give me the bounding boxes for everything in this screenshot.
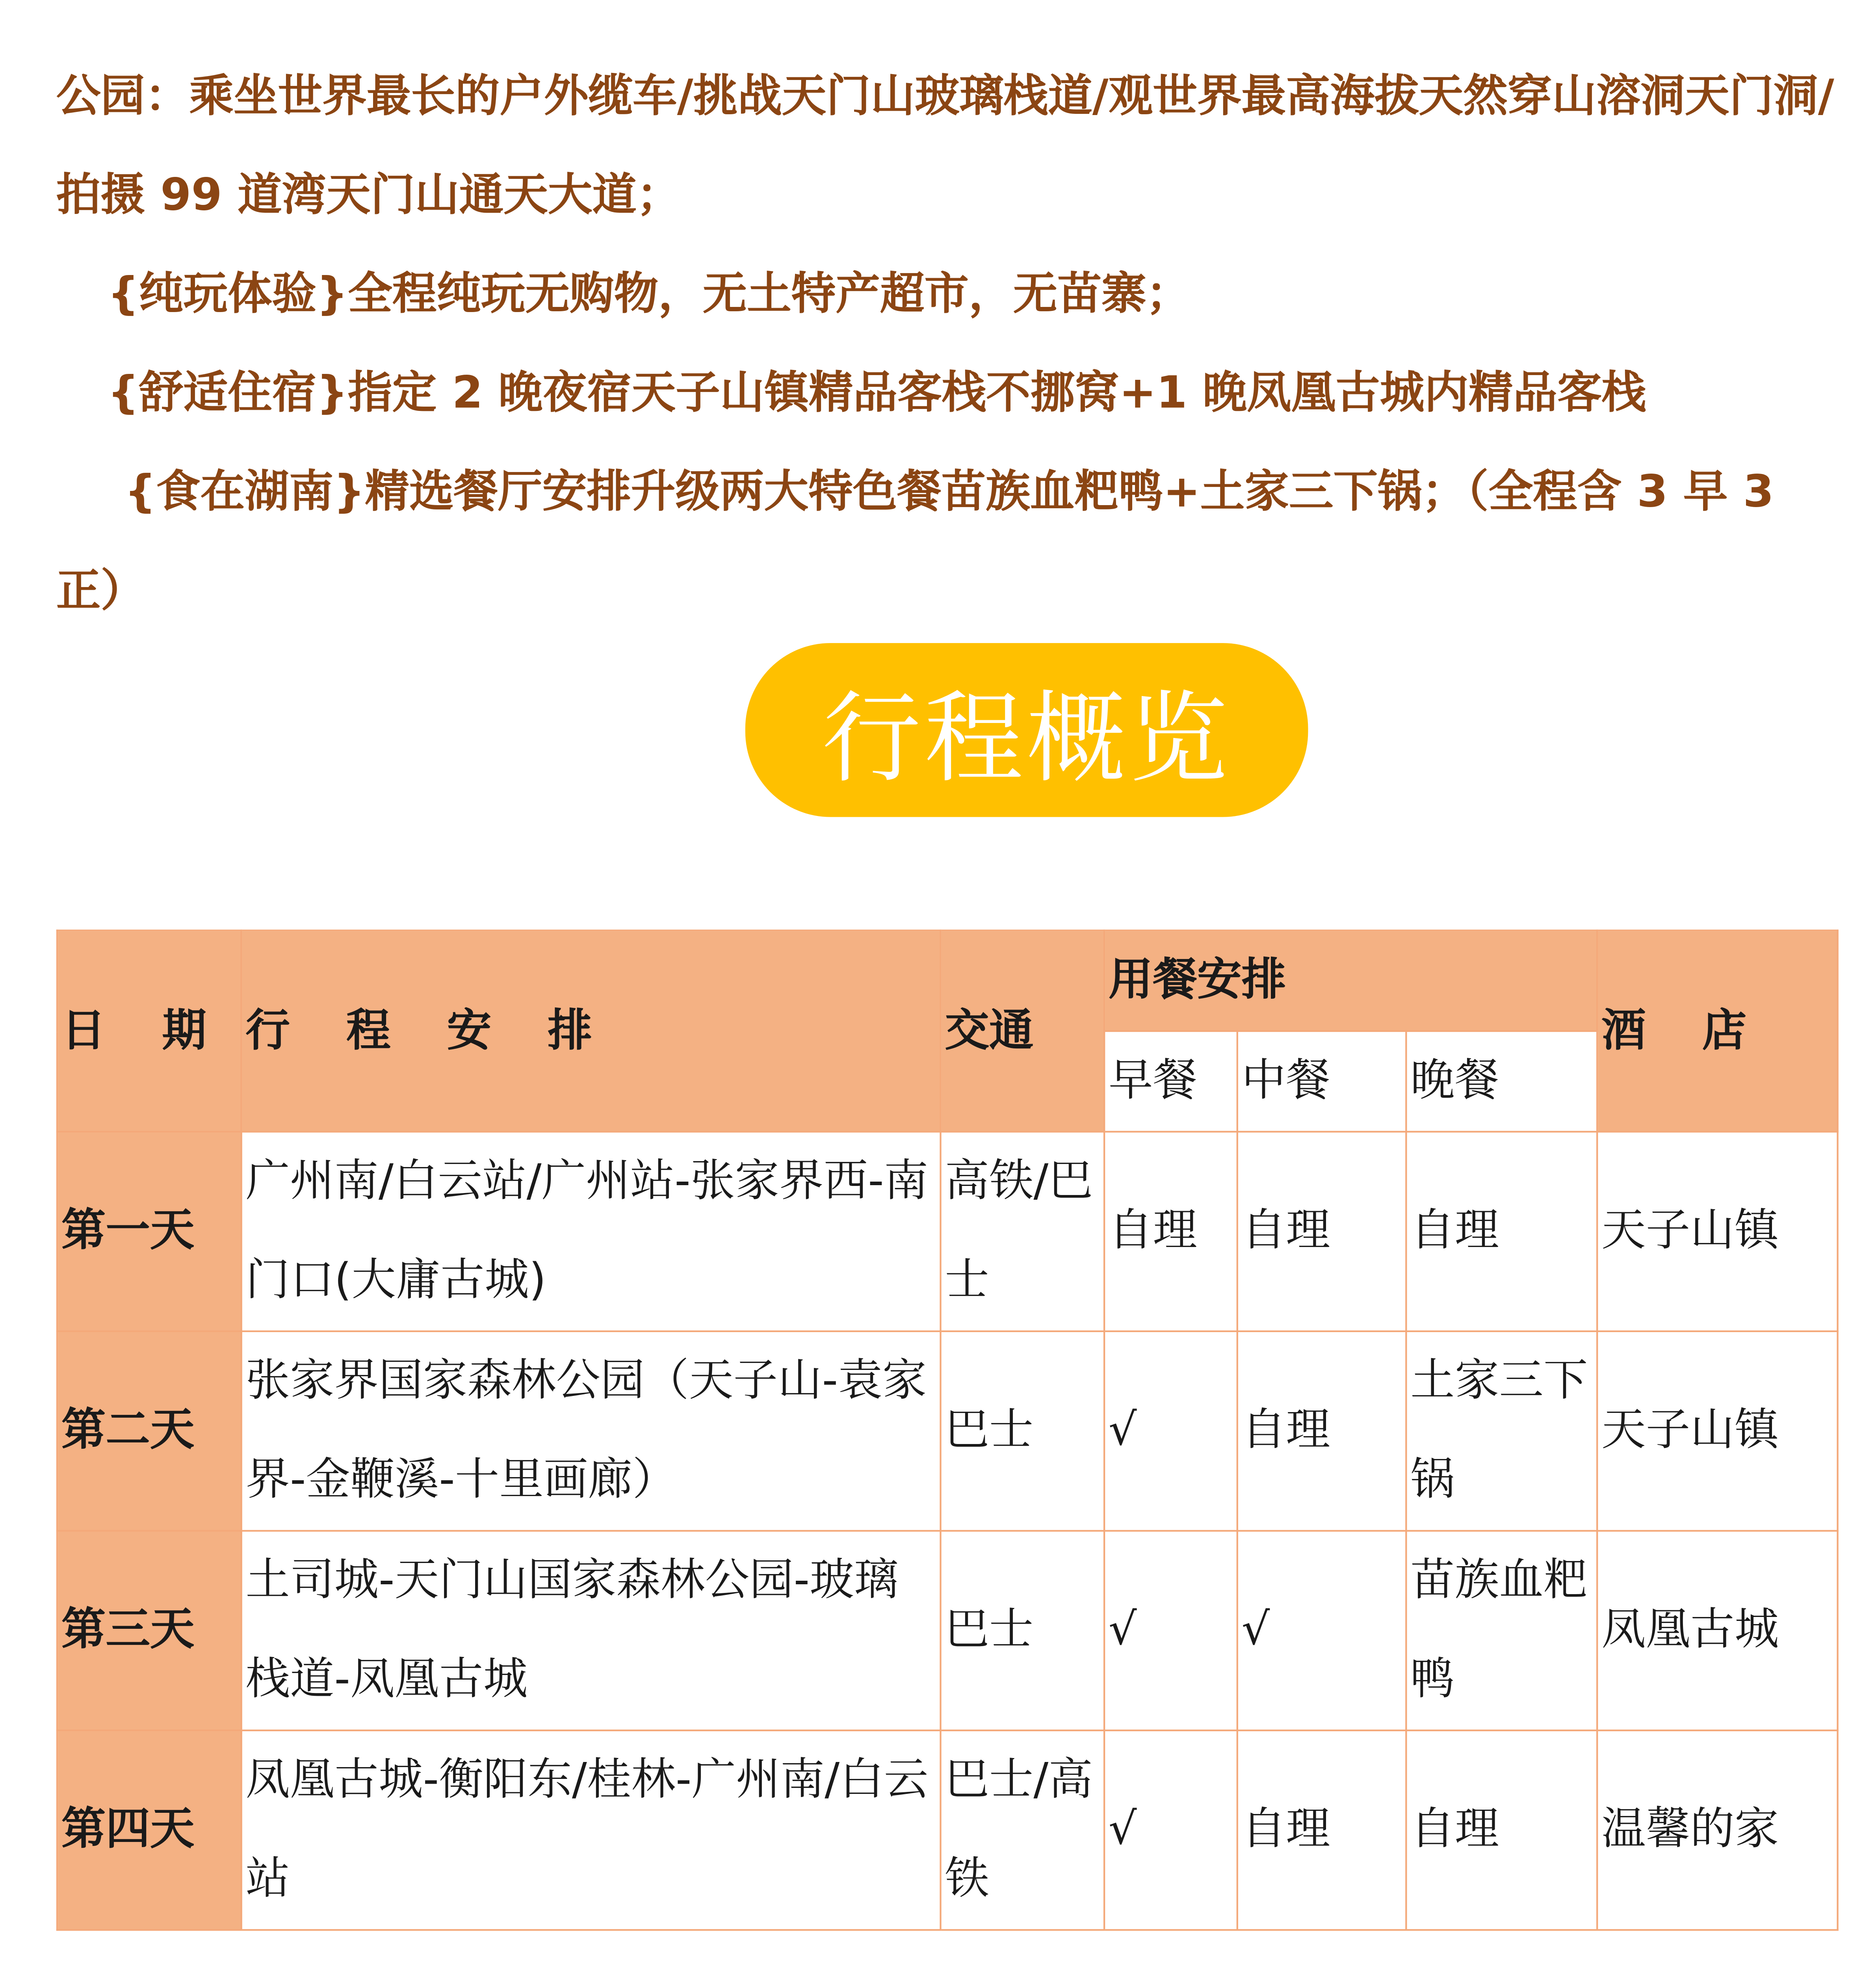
row-transport: 巴士/高铁 bbox=[940, 1730, 1104, 1930]
row-day: 第四天 bbox=[57, 1730, 241, 1930]
row-transport: 高铁/巴士 bbox=[940, 1132, 1104, 1331]
row-dinner: 土家三下锅 bbox=[1406, 1331, 1597, 1531]
row-itinerary: 广州南/白云站/广州站-张家界西-南门口(大庸古城) bbox=[241, 1132, 941, 1331]
row-itinerary: 土司城-天门山国家森林公园-玻璃栈道-凤凰古城 bbox=[241, 1531, 941, 1730]
header-itinerary: 行 程 安 排 bbox=[241, 931, 941, 1132]
table-row bbox=[57, 1531, 1838, 1730]
row-itinerary: 张家界国家森林公园（天子山-袁家界-金鞭溪-十里画廊） bbox=[241, 1331, 941, 1531]
row-dinner: 自理 bbox=[1406, 1132, 1597, 1331]
row-day: 第三天 bbox=[57, 1531, 241, 1730]
row-day: 第一天 bbox=[57, 1132, 241, 1331]
intro-line-park: 公园：乘坐世界最长的户外缆车/挑战天门山玻璃栈道/观世界最高海拔天然穿山溶洞天门洞/拍摄 99 道湾天门山通天大道； bbox=[56, 71, 1834, 222]
header-breakfast: 早餐 bbox=[1104, 1031, 1237, 1132]
row-lunch: 自理 bbox=[1237, 1331, 1406, 1531]
header-lunch: 中餐 bbox=[1237, 1031, 1406, 1132]
row-breakfast: 自理 bbox=[1104, 1132, 1237, 1331]
row-hotel: 天子山镇 bbox=[1597, 1331, 1837, 1531]
row-transport: 巴士 bbox=[940, 1531, 1104, 1730]
row-transport: 巴士 bbox=[940, 1331, 1104, 1531]
row-breakfast: √ bbox=[1104, 1531, 1237, 1730]
intro-line-dining: {食在湖南}精选餐厅安排升级两大特色餐苗族血粑鸭+土家三下锅；（全程含 3 早 3 正） bbox=[56, 467, 1774, 618]
row-hotel: 凤凰古城 bbox=[1597, 1531, 1837, 1730]
header-date: 日 期 bbox=[57, 931, 241, 1132]
header-hotel: 酒 店 bbox=[1597, 931, 1837, 1132]
intro-highlights bbox=[56, 48, 1839, 641]
intro-line-pure-play: {纯玩体验}全程纯玩无购物，无土特产超市，无苗寨； bbox=[107, 269, 1191, 321]
header-meals: 用餐安排 bbox=[1104, 931, 1597, 1031]
row-breakfast: √ bbox=[1104, 1730, 1237, 1930]
header-dinner: 晚餐 bbox=[1406, 1031, 1597, 1132]
row-dinner: 自理 bbox=[1406, 1730, 1597, 1930]
row-hotel: 天子山镇 bbox=[1597, 1132, 1837, 1331]
row-hotel: 温馨的家 bbox=[1597, 1730, 1837, 1930]
row-breakfast: √ bbox=[1104, 1331, 1237, 1531]
header-transport: 交通 bbox=[940, 931, 1104, 1132]
table-row bbox=[57, 1331, 1838, 1531]
row-lunch: √ bbox=[1237, 1531, 1406, 1730]
row-dinner: 苗族血粑鸭 bbox=[1406, 1531, 1597, 1730]
table-row bbox=[57, 1132, 1838, 1331]
itinerary-overview-table bbox=[56, 929, 1839, 1931]
row-day: 第二天 bbox=[57, 1331, 241, 1531]
section-title-overview: 行程概览 bbox=[745, 643, 1308, 817]
row-lunch: 自理 bbox=[1237, 1730, 1406, 1930]
row-lunch: 自理 bbox=[1237, 1132, 1406, 1331]
intro-line-lodging: {舒适住宿}指定 2 晚夜宿天子山镇精品客栈不挪窝+1 晚凤凰古城内精品客栈 bbox=[107, 368, 1646, 420]
table-row bbox=[57, 1730, 1838, 1930]
row-itinerary: 凤凰古城-衡阳东/桂林-广州南/白云站 bbox=[241, 1730, 941, 1930]
